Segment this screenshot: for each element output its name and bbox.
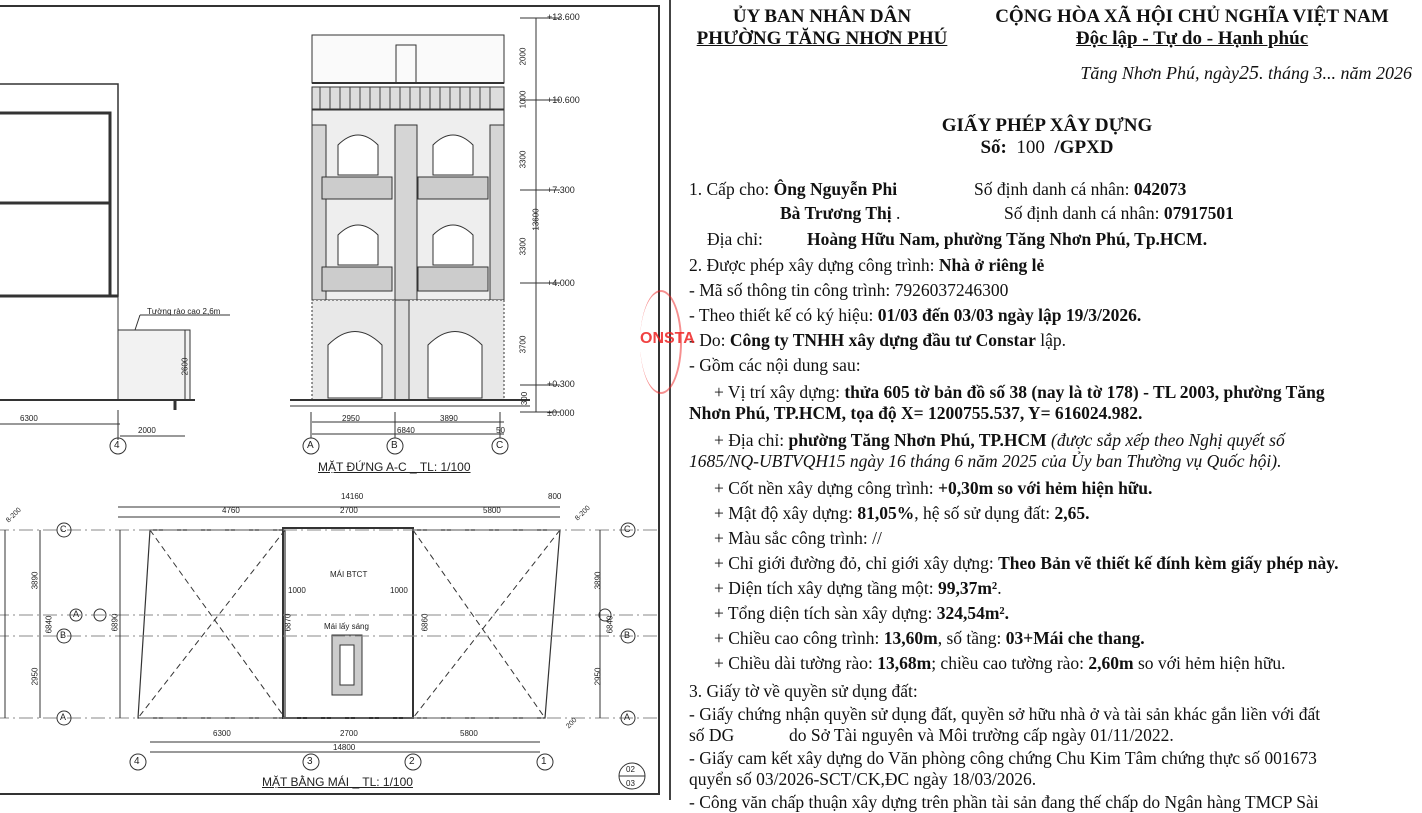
- dimension-label: 6840: [605, 615, 615, 634]
- dimension-label: 13600: [531, 208, 541, 231]
- axis-label: 4: [134, 756, 140, 767]
- dimension-label: 2600: [180, 357, 190, 376]
- dimension-label: 2950: [342, 414, 360, 423]
- building-permit-document: ỦY BAN NHÂN DÂN PHƯỜNG TĂNG NHƠN PHÚ CỘNG HÒA XÃ HỘI CHỦ NGHĨA VIỆT NAM Độc lập - Tự do - Hạnh phúc Tăng Nhơn Phú, ngày25. tháng 3... năm 2026 GIẤY PHÉP XÂY DỰNG Số: 100 /GPXD 1. Cấp cho: Ông Nguyễn Phi Số định danh cá nhân: 042073 Bà Trương Thị . Số định danh cá nhân: 07917501 Địa chỉ: Hoàng Hữu Nam, phường Tăng Nhơn Phú, Tp.HCM. 2. Được phép xây dựng công trình: Nhà ở riêng lẻ - Mã số thông tin công trình: 7926037246300 - Theo thiết kế có ký hiệu: 01/03 đến 03/03 ngày lập 19/3/2026. - Do: Công ty TNHH xây dựng đầu tư Constar lập. - Gồm các nội dung sau: + Vị trí xây dựng: thửa 605 tờ bản đồ số 38 (nay là tờ 178) - TL 2003, phường Tăng Nhơn Phú, TP.HCM, tọa độ X= 1200755.537, Y= 616024.982. + Địa chỉ: phường Tăng Nhơn Phú, TP.HCM (được sắp xếp theo Nghị quyết số 1685/NQ-UBTVQH15 ngày 16 tháng 6 năm 2025 của Ủy ban Thường vụ Quốc hội). + Cốt nền xây dựng công trình: +0,30m so với hẻm hiện hữu. + Mật độ xây dựng: 81,05%, hệ số sử dụng đất: 2,65. + Màu sắc công trình: // + Chỉ giới đường đỏ, chỉ giới xây dựng: Theo Bản vẽ thiết kế đính kèm giấy phép này. + Diện tích xây dựng tầng một: 99,37m². + Tổng diện tích sàn xây dựng: 324,54m². + Chiều cao công trình: 13,60m, số tầng: 03+Mái che thang. + Chiều dài tường rào: 13,68m; chiều cao tường rào: 2,60m so với hẻm hiện hữu. 3. Giấy tờ về quyền sử dụng đất: - Giấy chứng nhận quyền sử dụng đất, quyền sở hữu nhà ở và tài sản khác gắn liền với đất số DG do Sở Tài nguyên và Môi trường cấp ngày 01/11/2022. - Giấy cam kết xây dựng do Văn phòng công chứng Chu Kim Tâm chứng thực số 001673 quyển số 03/2026-SCT/CK,ĐC ngày 18/03/2026. - Công văn chấp thuận xây dựng trên phần tài sản đang thế chấp do Ngân hàng TMCP Sài: [672, 0, 1422, 800]
- dimension-label: 1000: [390, 586, 408, 595]
- dimension-label: 2950: [593, 667, 603, 686]
- axis-label: 2: [409, 756, 415, 767]
- drawing-svg: [0, 0, 670, 800]
- dimension-label: 6840: [397, 426, 415, 435]
- foundation-level: + Cốt nền xây dựng công trình: +0,30m so với hẻm hiện hữu.: [714, 478, 1153, 498]
- commitment-line-1: - Giấy cam kết xây dựng do Văn phòng công chứng Chu Kim Tâm chứng thực số 001673: [689, 748, 1317, 768]
- building-density: + Mật độ xây dựng: 81,05%, hệ số sử dụng đất: 2,65.: [714, 503, 1090, 523]
- dimension-label: 800: [548, 492, 562, 501]
- dimension-label: 6300: [213, 729, 231, 738]
- roof-plan-title: MẶT BẰNG MÁI _ TL: 1/100: [262, 775, 413, 789]
- fence-note: Tường rào cao 2,6m: [147, 307, 221, 316]
- dimension-label: 3890: [593, 571, 603, 590]
- sheet-total: 03: [626, 779, 635, 788]
- nation-motto: Độc lập - Tự do - Hạnh phúc: [1075, 28, 1309, 49]
- sheet-number: 02: [626, 765, 635, 774]
- commitment-line-2: quyển số 03/2026-SCT/CK,ĐC ngày 18/03/2026.: [689, 769, 1037, 789]
- dimension-label: 2000: [518, 47, 528, 66]
- axis-label: A: [60, 712, 67, 722]
- fence-dimensions: + Chiều dài tường rào: 13,68m; chiều cao tường rào: 2,60m so với hẻm hiện hữu.: [714, 653, 1286, 673]
- architectural-drawing: [0, 0, 670, 800]
- dimension-label: 50: [496, 426, 505, 435]
- axis-label: C: [496, 440, 504, 451]
- axis-label: C: [60, 524, 67, 534]
- design-reference: - Theo thiết kế có ký hiệu: 01/03 đến 03/03 ngày lập 19/3/2026.: [689, 305, 1142, 325]
- dimension-label: 5800: [483, 506, 501, 515]
- axis-label: 4: [114, 440, 120, 451]
- dimension-label: 3300: [518, 237, 528, 256]
- section-2-heading: 2. Được phép xây dựng công trình: Nhà ở riêng lẻ: [689, 255, 1045, 275]
- dimension-label: 200: [565, 716, 579, 731]
- skylight-label: Mái lấy sáng: [324, 622, 369, 631]
- location-line-1: + Vị trí xây dựng: thửa 605 tờ bản đồ số 38 (nay là tờ 178) - TL 2003, phường Tăng: [714, 382, 1325, 402]
- dimension-label: 6890: [110, 613, 120, 632]
- stamp-text: ONSTA: [640, 330, 695, 347]
- dimension-label: 6840: [44, 615, 54, 634]
- level-label: ±0.000: [547, 408, 575, 418]
- issuing-authority: [692, 6, 952, 50]
- dimension-label: 2700: [340, 506, 358, 515]
- dimension-label: 3700: [518, 335, 528, 354]
- dimension-label: 14800: [333, 743, 356, 752]
- boundary-line: + Chỉ giới đường đỏ, chỉ giới xây dựng: Theo Bản vẽ thiết kế đính kèm giấy phép này.: [714, 553, 1339, 573]
- address-line-1: + Địa chỉ: phường Tăng Nhơn Phú, TP.HCM (được sắp xếp theo Nghị quyết số: [714, 430, 1285, 450]
- axis-label: A: [73, 609, 80, 619]
- nation-line-1: CỘNG HÒA XÃ HỘI CHỦ NGHĨA VIỆT NAM: [995, 6, 1389, 27]
- axis-label: B: [624, 630, 631, 640]
- dimension-label: 14160: [341, 492, 364, 501]
- axis-label: A: [307, 440, 314, 451]
- dimension-label: 6860: [420, 613, 430, 632]
- dimension-label: 3300: [518, 150, 528, 169]
- location-line-2: Nhơn Phú, TP.HCM, tọa độ X= 1200755.537, Y= 616024.982.: [689, 403, 1143, 423]
- level-label: +10.600: [547, 95, 580, 105]
- axis-label: B: [60, 630, 67, 640]
- dimension-label: 8-200: [574, 504, 592, 523]
- national-header: [972, 6, 1412, 50]
- grantee-line-1: 1. Cấp cho: Ông Nguyễn Phi Số định danh cá nhân: 042073: [689, 179, 1187, 199]
- issue-date: Tăng Nhơn Phú, ngày25. tháng 3... năm 2026: [1080, 62, 1412, 84]
- total-floor-area: + Tổng diện tích sàn xây dựng: 324,54m².: [714, 603, 1010, 623]
- axis-label: C: [624, 524, 631, 534]
- dimension-label: 2000: [138, 426, 156, 435]
- dimension-label: 1000: [518, 90, 528, 109]
- document-title: GIẤY PHÉP XÂY DỰNG: [941, 115, 1153, 136]
- bank-approval-line: - Công văn chấp thuận xây dựng trên phần tài sản đang thế chấp do Ngân hàng TMCP Sài: [689, 792, 1319, 812]
- level-label: +7.300: [547, 185, 575, 195]
- land-certificate-line-1: - Giấy chứng nhận quyền sử dụng đất, quyền sở hữu nhà ở và tài sản khác gắn liền với đất: [689, 704, 1321, 724]
- roof-label: MÁI BTCT: [330, 570, 368, 579]
- level-label: +4.000: [547, 278, 575, 288]
- axis-label: 1: [541, 756, 547, 767]
- section-3-heading: 3. Giấy tờ về quyền sử dụng đất:: [689, 681, 918, 701]
- address-line-2: 1685/NQ-UBTVQH15 ngày 16 tháng 6 năm 2025 của Ủy ban Thường vụ Quốc hội).: [689, 451, 1282, 471]
- land-certificate-line-2: số DG do Sở Tài nguyên và Môi trường cấp ngày 01/11/2022.: [689, 725, 1174, 745]
- building-height: + Chiều cao công trình: 13,60m, số tầng: 03+Mái che thang.: [714, 628, 1145, 648]
- ground-floor-area: + Diện tích xây dựng tầng một: 99,37m².: [714, 578, 1002, 598]
- authority-line-2: PHƯỜNG TĂNG NHƠN PHÚ: [696, 28, 948, 49]
- contents-heading: - Gồm các nội dung sau:: [689, 355, 861, 375]
- dimension-label: 3890: [440, 414, 458, 423]
- dimension-label: 8-200: [5, 506, 23, 525]
- dimension-label: 6870: [283, 613, 293, 632]
- dimension-label: 2700: [340, 729, 358, 738]
- authority-line-1: ỦY BAN NHÂN DÂN: [732, 6, 912, 27]
- project-code: - Mã số thông tin công trình: 7926037246300: [689, 280, 1009, 300]
- dimension-label: 1000: [288, 586, 306, 595]
- dimension-label: 5800: [460, 729, 478, 738]
- building-color: + Màu sắc công trình: //: [714, 528, 882, 548]
- dimension-label: 2950: [30, 667, 40, 686]
- dimension-label: 300: [520, 391, 530, 406]
- axis-label: A: [624, 712, 631, 722]
- dimension-label: 4760: [222, 506, 240, 515]
- dimension-label: 6300: [20, 414, 38, 423]
- level-label: +0.300: [547, 379, 575, 389]
- level-label: +13.600: [547, 12, 580, 22]
- axis-label: B: [391, 440, 398, 451]
- elevation-title: MẶT ĐỨNG A-C _ TL: 1/100: [318, 460, 471, 474]
- page-divider: [669, 0, 671, 800]
- permit-number: Số: 100 /GPXD: [980, 137, 1114, 158]
- dimension-label: 3890: [30, 571, 40, 590]
- axis-label: 3: [307, 756, 313, 767]
- designer: - Do: Công ty TNHH xây dựng đầu tư Constar lập.: [689, 330, 1067, 350]
